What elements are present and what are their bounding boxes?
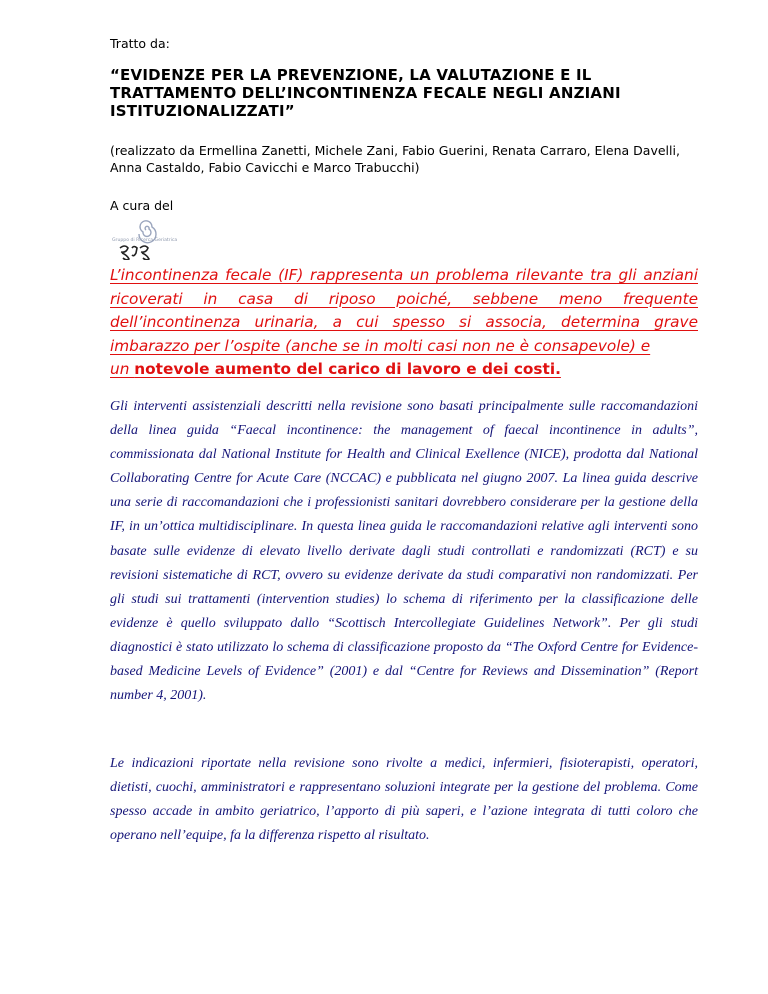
authors-line: (realizzato da Ermellina Zanetti, Michele Zani, Fabio Guerini, Renata Carraro, Elena Davelli, Anna Castaldo, Fabio Cavicchi e Marco Trabucchi)	[110, 143, 680, 175]
source-label: Tratto da:	[110, 36, 170, 51]
intro-text: L’incontinenza fecale (IF) rappresenta un problema rilevante tra gli anziani ricoverati in casa di riposo poiché, sebbene meno frequente dell’incontinenza urinaria, a cui spesso si associa, determina grave imbarazzo per l’ospite (anche se in molti casi non ne è consapevole) e	[110, 266, 698, 355]
intro-paragraph	[110, 264, 698, 382]
curated-by-label: A cura del	[110, 198, 174, 213]
intro-prefix: un	[110, 360, 135, 379]
body-paragraph-guidelines: Gli interventi assistenziali descritti nella revisione sono basati principalmente sulle raccomandazioni della linea guida “Faecal incontinence: the management of faecal incontinence in adults”, commissionata dal National Institute for Health and Clinical Exellence (NICE), prodotta dal National Collaborating Centre for Acute Care (NCCAC) e pubblicata nel giugno 2007. La linea guida descrive una serie di raccomandazioni che i professionisti sanitari dovrebbero considerare per la gestione della IF, in un’ottica multidisciplinare. In questa linea guida le raccomandazioni relative agli interventi sono basate sulle evidenze di elevato livello derivate dagli studi controllati e randomizzati (RCT) e su revisioni sistematiche di RCT, ovvero su evidenze derivate da studi comparativi non randomizzati. Per gli studi sui trattamenti (intervention studies) lo schema di riferimento per la classificazione delle evidenze è quello sviluppato dallo “Scottisch Intercollegiate Guidelines Network”. Per gli studi diagnostici è stato utilizzato lo schema di classificazione proposto da “The Oxford Centre for Evidence-based Medicine Levels of Evidence” (2001) e dal “Centre for Reviews and Dissemination” (Report number 4, 2001).	[110, 399, 698, 704]
body-paragraph-recipients: Le indicazioni riportate nella revisione sono rivolte a medici, infermieri, fisioterapisti, operatori, dietisti, cuochi, amministratori e rappresentano soluzioni integrate per la gestione del problema. Come spesso accade in ambito geriatrico, l’apporto di più saperi, e l’azione integrata di tutti coloro che operano nell’equipe, fa la differenza rispetto al risultato.	[110, 756, 698, 844]
svg-text:Gruppo di Ricerca Geriatrica: Gruppo di Ricerca Geriatrica	[112, 238, 178, 243]
grg-logo	[112, 214, 198, 260]
document-title: “EVIDENZE PER LA PREVENZIONE, LA VALUTAZIONE E IL TRATTAMENTO DELL’INCONTINENZA FECALE NEGLI ANZIANI ISTITUZIONALIZZATI”	[110, 66, 621, 120]
intro-emphasis: notevole aumento del carico di lavoro e dei costi.	[134, 360, 561, 379]
spiral-logo-icon	[112, 214, 198, 260]
